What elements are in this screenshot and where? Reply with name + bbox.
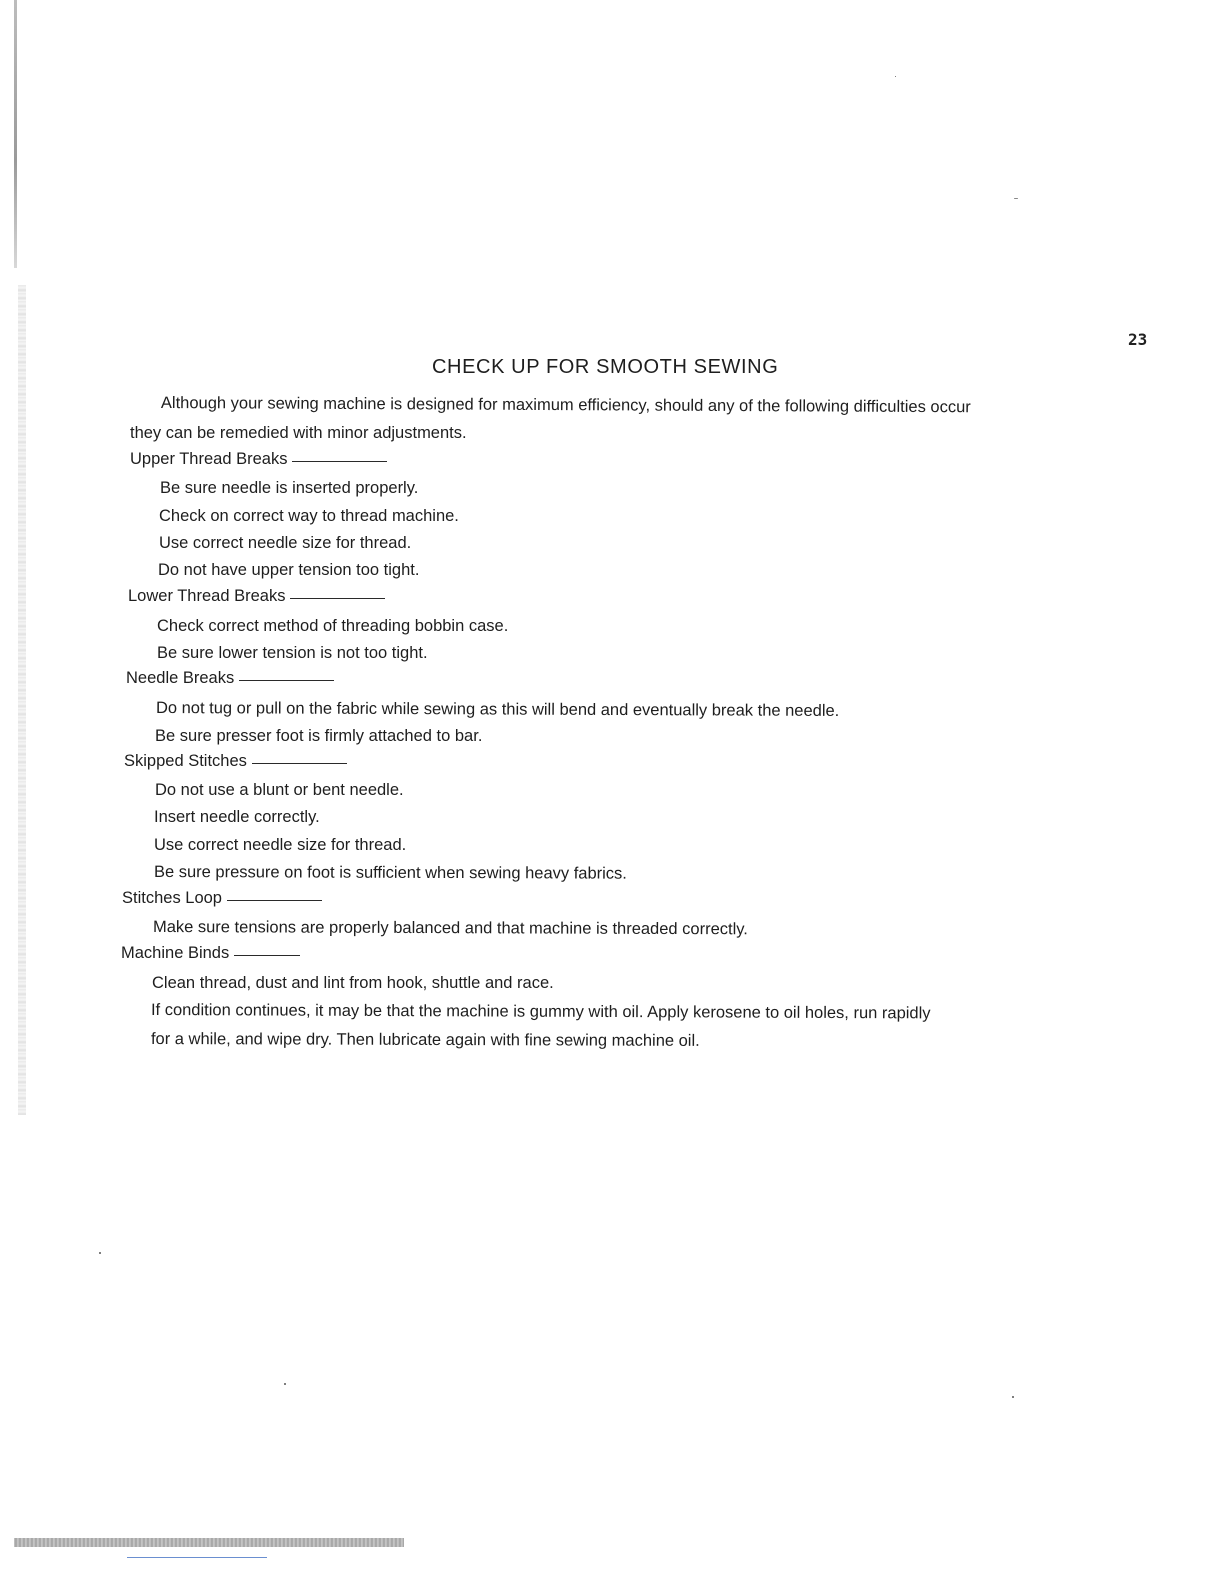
scan-speck (99, 1252, 101, 1254)
heading-rule (290, 598, 385, 599)
list-item: Make sure tensions are properly balanced and that machine is threaded correctly. (152, 918, 748, 939)
heading-rule (292, 461, 387, 462)
list-item: for a while, and wipe dry. Then lubricate again with fine sewing machine oil. (150, 1030, 700, 1050)
page-number: 23 (1128, 330, 1148, 349)
section-heading-stitches-loop (122, 889, 322, 908)
intro-line-2: they can be remedied with minor adjustments. (130, 424, 467, 442)
list-item: Clean thread, dust and lint from hook, shuttle and race. (152, 974, 554, 992)
scan-edge-mid (18, 285, 26, 1115)
section-heading-label: Machine Binds (121, 944, 230, 962)
section-heading-label: Upper Thread Breaks (130, 450, 288, 468)
list-item: Check on correct way to thread machine. (159, 507, 459, 525)
list-item: Be sure pressure on foot is sufficient when sewing heavy fabrics. (153, 863, 627, 883)
list-item: Use correct needle size for thread. (154, 836, 407, 854)
list-item: Be sure presser foot is firmly attached to bar. (155, 727, 483, 745)
list-item: If condition continues, it may be that the machine is gummy with oil. Apply kerosene to oil holes, run rapidly (150, 1001, 931, 1023)
list-item: Insert needle correctly. (154, 808, 320, 826)
scan-edge-top (14, 0, 17, 268)
section-heading-upper-thread-breaks (130, 450, 387, 469)
scan-speck (1014, 198, 1018, 199)
scan-speck (1012, 1396, 1014, 1398)
scan-underline (127, 1557, 267, 1558)
section-heading-label: Needle Breaks (126, 669, 235, 687)
list-item: Do not have upper tension too tight. (158, 561, 420, 579)
intro-line-1: Although your sewing machine is designed for maximum efficiency, should any of the following difficulties occur (160, 394, 971, 417)
list-item: Do not tug or pull on the fabric while sewing as this will bend and eventually break the needle. (155, 699, 840, 720)
list-item: Be sure needle is inserted properly. (160, 479, 419, 497)
list-item: Be sure lower tension is not too tight. (157, 644, 428, 662)
section-heading-lower-thread-breaks (128, 587, 385, 606)
section-heading-machine-binds (121, 944, 300, 963)
heading-rule (239, 680, 334, 681)
heading-rule (234, 955, 300, 956)
section-heading-needle-breaks (126, 669, 334, 688)
scan-edge-bottom (14, 1538, 404, 1547)
heading-rule (227, 900, 322, 901)
heading-rule (252, 763, 347, 764)
list-item: Do not use a blunt or bent needle. (155, 781, 404, 799)
list-item: Use correct needle size for thread. (159, 534, 412, 552)
page-title: CHECK UP FOR SMOOTH SEWING (432, 356, 779, 378)
section-heading-skipped-stitches (124, 752, 347, 771)
list-item: Check correct method of threading bobbin case. (157, 617, 509, 635)
section-heading-label: Skipped Stitches (124, 752, 247, 770)
scan-speck (284, 1383, 286, 1385)
scan-speck (895, 76, 896, 77)
section-heading-label: Stitches Loop (122, 889, 222, 907)
section-heading-label: Lower Thread Breaks (128, 587, 286, 605)
